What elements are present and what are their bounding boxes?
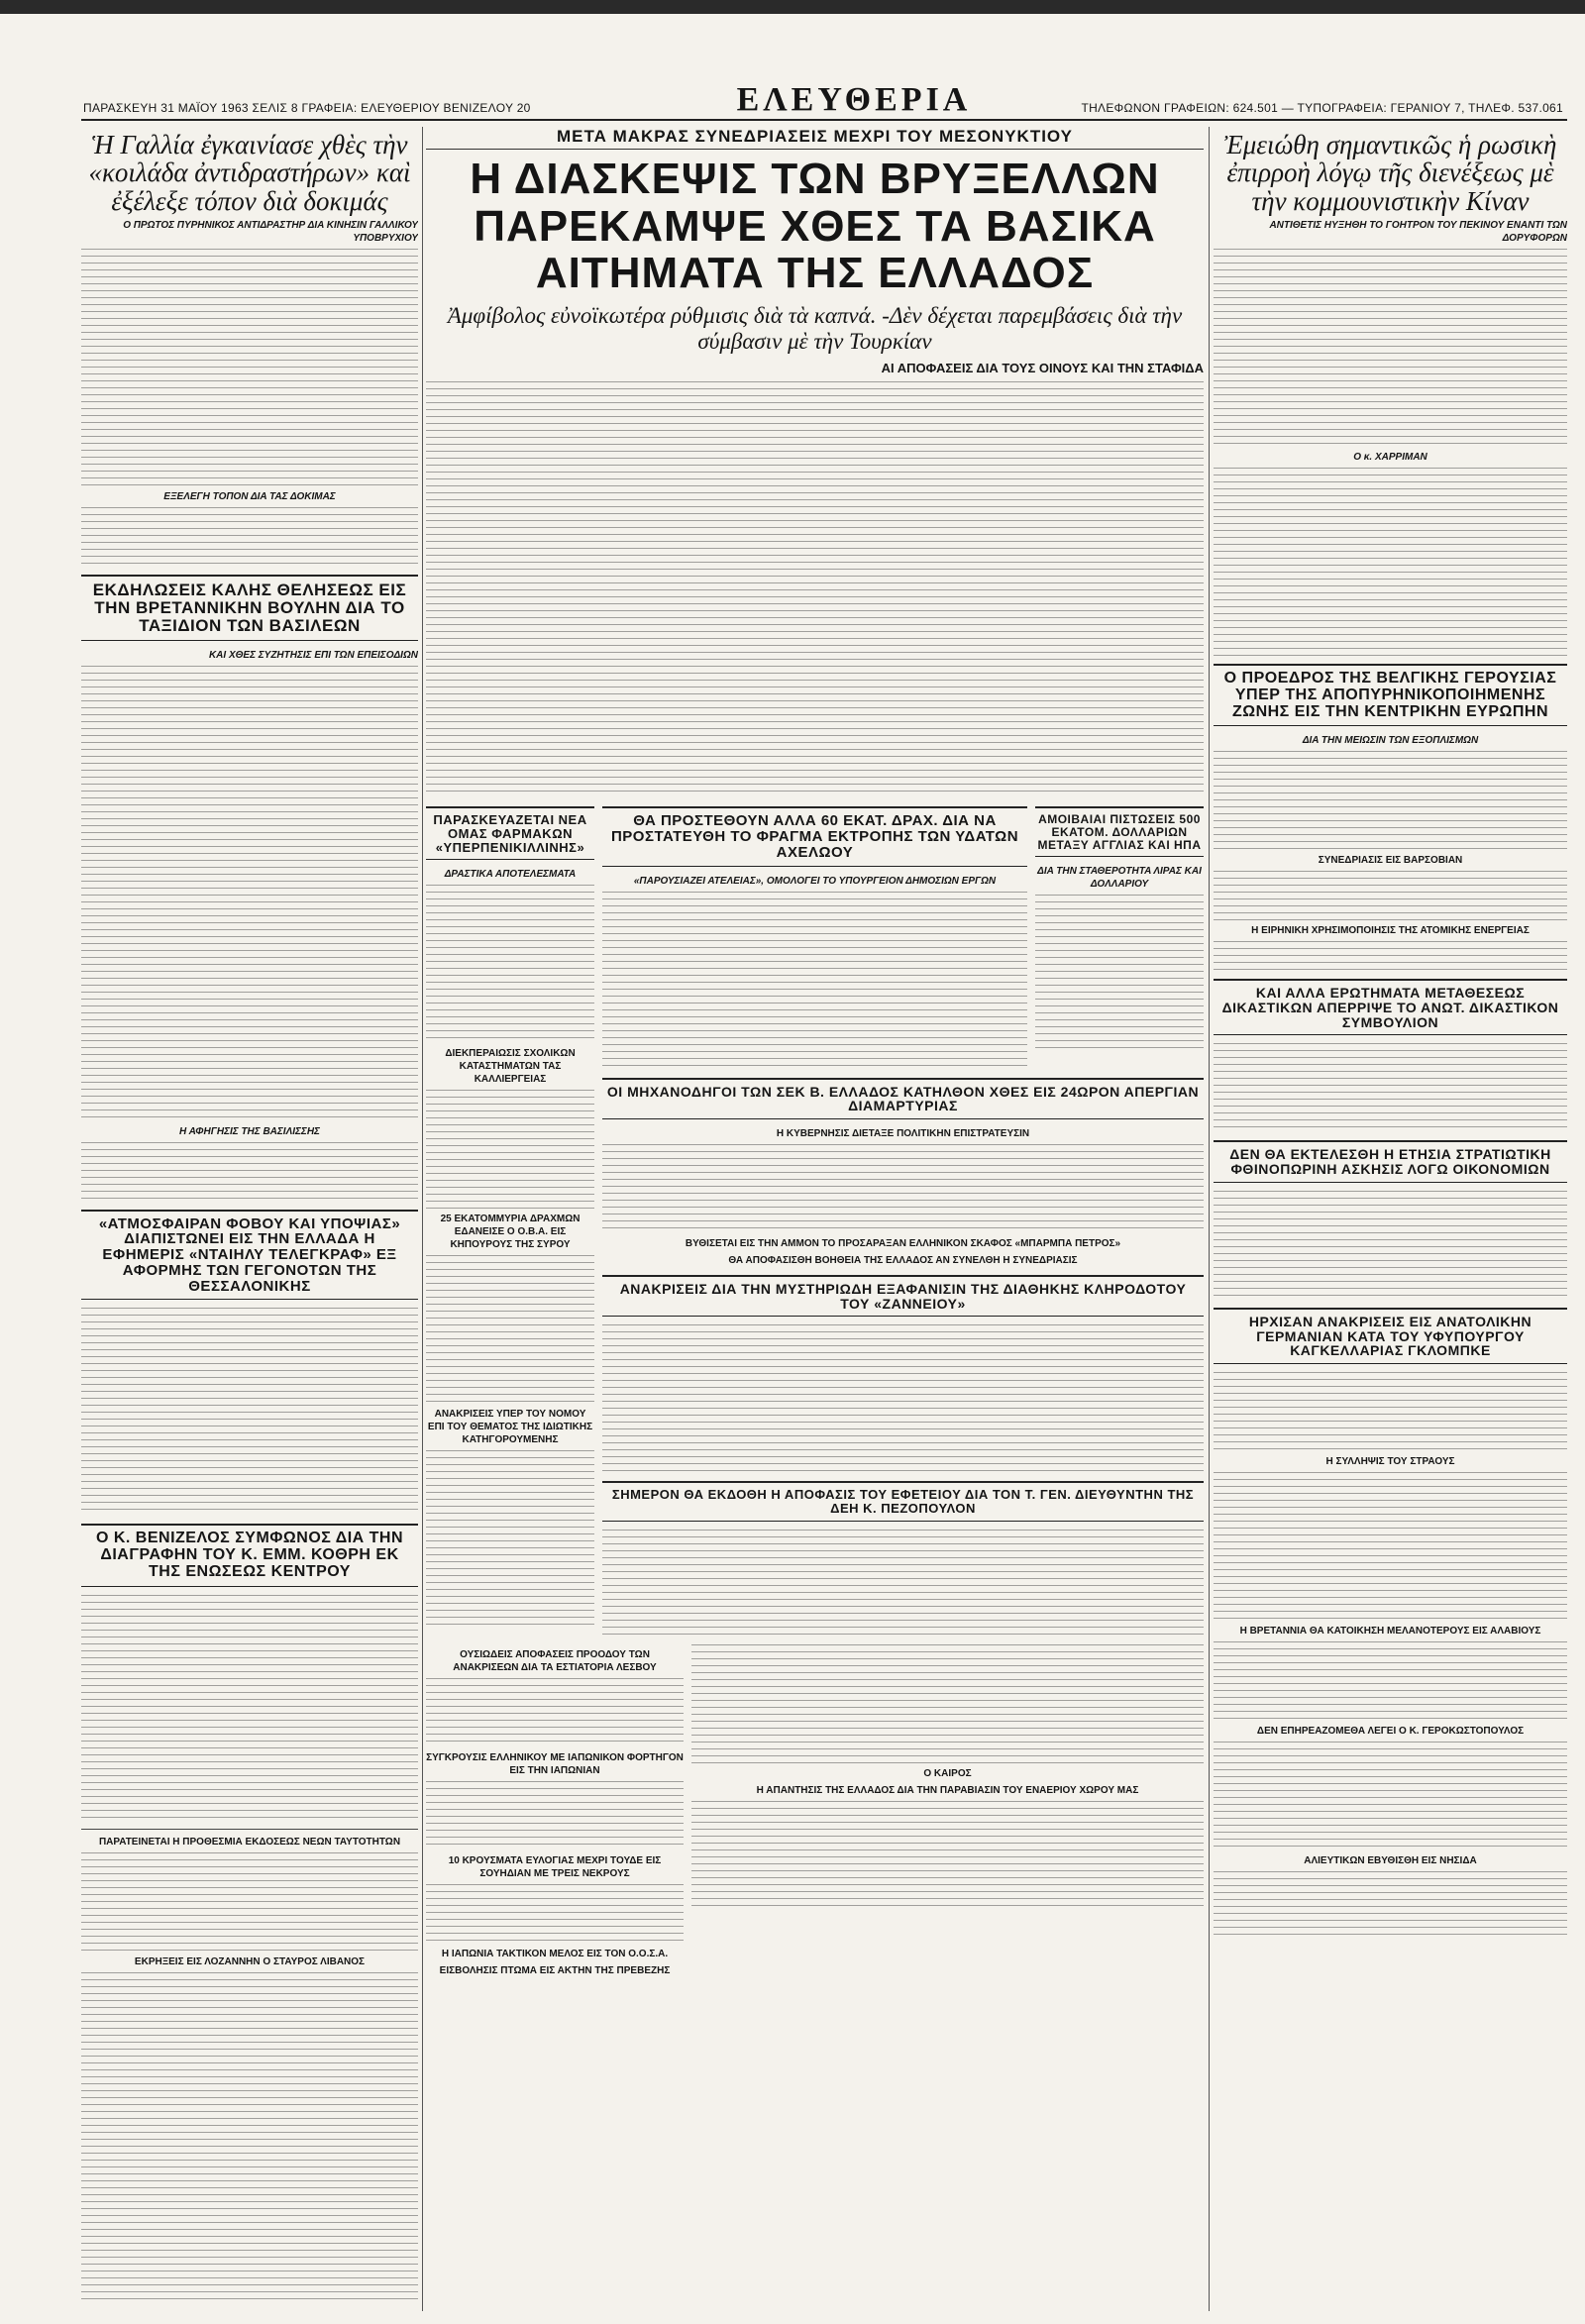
headline-deh-director: ΣΗΜΕΡΟΝ ΘΑ ΕΚΔΟΘΗ Η ΑΠΟΦΑΣΙΣ ΤΟΥ ΕΦΕΤΕΙΟΥ ΔΙΑ ΤΟΝ Τ. ΓΕΝ. ΔΙΕΥΘΥΝΤΗΝ ΤΗΣ ΔΕΗ Κ. ΠΕΖΟΠΟΥΛΟΝ: [611, 1487, 1195, 1516]
subhead-public-works: «ΠΑΡΟΥΣΙΑΖΕΙ ΑΤΕΛΕΙΑΣ», ΟΜΟΛΟΓΕΙ ΤΟ ΥΠΟΥΡΓΕΙΟΝ ΔΗΜΟΣΙΩΝ ΕΡΓΩΝ: [633, 875, 997, 887]
article-body: [1214, 1742, 1567, 1850]
headline-preveza-body: ΕΙΣΒΟΛΗΣΙΣ ΠΤΩΜΑ ΕΙΣ ΑΚΤΗΝ ΤΗΣ ΠΡΕΒΕΖΗΣ: [439, 1964, 671, 1976]
headline-airspace-reply: Η ΑΠΑΝΤΗΣΙΣ ΤΗΣ ΕΛΛΑΔΟΣ ΔΙΑ ΤΗΝ ΠΑΡΑΒΙΑΣΙΝ ΤΟΥ ΕΝΑΕΡΙΟΥ ΧΩΡΟΥ ΜΑΣ: [756, 1784, 1139, 1796]
article-body: [1214, 1871, 1567, 1941]
headline-train-drivers-strike: ΟΙ ΜΗΧΑΝΟΔΗΓΟΙ ΤΩΝ ΣΕΚ Β. ΕΛΛΑΔΟΣ ΚΑΤΗΛΘΟΝ ΧΘΕΣ ΕΙΣ 24ΩΡΟΝ ΑΠΕΡΓΙΑΝ ΔΙΑΜΑΡΤΥΡΙΑΣ: [606, 1083, 1200, 1114]
headline-judicial-transfers: ΚΑΙ ΑΛΛΑ ΕΡΩΤΗΜΑΤΑ ΜΕΤΑΘΕΣΕΩΣ ΔΙΚΑΣΤΙΚΩΝ ΑΠΕΡΡΙΨΕ ΤΟ ΑΝΩΤ. ΔΙΚΑΣΤΙΚΟΝ ΣΥΜΒΟΥΛΙΟΝ: [1221, 985, 1559, 1030]
article-body: [426, 1781, 684, 1850]
article-body: [426, 1450, 594, 1629]
article-body: [1214, 1472, 1567, 1621]
headline-smallpox-sweden: 10 ΚΡΟΥΣΜΑΤΑ ΕΥΛΟΓΙΑΣ ΜΕΧΡΙ ΤΟΥΔΕ ΕΙΣ ΣΟΥΗΔΙΑΝ ΜΕ ΤΡΕΙΣ ΝΕΚΡΟΥΣ: [448, 1854, 662, 1879]
subhead-pound-dollar: ΔΙΑ ΤΗΝ ΣΤΑΘΕΡΟΤΗΤΑ ΛΙΡΑΣ ΚΑΙ ΔΟΛΛΑΡΙΟΥ: [1037, 866, 1202, 891]
subhead-civil-mobilisation: Η ΚΥΒΕΡΝΗΣΙΣ ΔΙΕΤΑΞΕ ΠΟΛΙΤΙΚΗΝ ΕΠΙΣΤΡΑΤΕΥΣΙΝ: [776, 1127, 1030, 1139]
article-body: [1214, 941, 1567, 971]
article-body: [1214, 1043, 1567, 1132]
headline-british-parliament: ΕΚΔΗΛΩΣΕΙΣ ΚΑΛΗΣ ΘΕΛΗΣΕΩΣ ΕΙΣ ΤΗΝ ΒΡΕΤΑΝΝΙΚΗΝ ΒΟΥΛΗΝ ΔΙΑ ΤΟ ΤΑΞΙΔΙΟΝ ΤΩΝ ΒΑΣΙΛΕΩΝ: [92, 581, 407, 635]
headline-law-inquiries: ΑΝΑΚΡΙΣΕΙΣ ΥΠΕΡ ΤΟΥ ΝΟΜΟΥ ΕΠΙ ΤΟΥ ΘΕΜΑΤΟΣ ΤΗΣ ΙΔΙΩΤΙΚΗΣ ΚΑΤΗΓΟΡΟΥΜΕΝΗΣ: [427, 1409, 593, 1446]
article-body: [81, 249, 418, 486]
headline-acheloos-dam: ΘΑ ΠΡΟΣΤΕΘΟΥΝ ΑΛΛΑ 60 ΕΚΑΤ. ΔΡΑΧ. ΔΙΑ ΝΑ ΠΡΟΣΤΑΤΕΥΘΗ ΤΟ ΦΡΑΓΜΑ ΕΚΤΡΟΠΗΣ ΤΩΝ ΥΔΑΤΩΝ ΑΧΕΛΩΟΥ: [610, 812, 1019, 861]
right-column: [1214, 127, 1567, 2311]
article-body: [691, 1644, 1204, 1763]
headline-penicillin: ΠΑΡΑΣΚΕΥΑΖΕΤΑΙ ΝΕΑ ΟΜΑΣ ΦΑΡΜΑΚΩΝ «ΥΠΕΡΠΕΝΙΚΙΛΛΙΝΗΣ»: [433, 812, 587, 855]
masthead-phone-line: ΤΗΛΕΦΩΝΟΝ ΓΡΑΦΕΙΩΝ: 624.501 — ΤΥΠΟΓΡΑΦΕΙΑ: ΓΕΡΑΝΙΟΥ 7, ΤΗΛΕΦ. 537.061: [1081, 101, 1563, 115]
article-body: [81, 1852, 418, 1952]
headline-ship-collision: ΣΥΓΚΡΟΥΣΙΣ ΕΛΛΗΝΙΚΟΥ ΜΕ ΙΑΠΩΝΙΚΟΝ ΦΟΡΤΗΓΟΝ ΕΙΣ ΤΗΝ ΙΑΠΩΝΙΑΝ: [426, 1751, 684, 1776]
headline-credits-500m: ΑΜΟΙΒΑΙΑΙ ΠΙΣΤΩΣΕΙΣ 500 ΕΚΑΤΟΜ. ΔΟΛΛΑΡΙΩΝ ΜΕΤΑΞΥ ΑΓΓΛΙΑΣ ΚΑΙ ΗΠΑ: [1037, 812, 1202, 852]
subhead-test-site: ΕΞΕΛΕΓΗ ΤΟΠΟΝ ΔΙΑ ΤΑΣ ΔΟΚΙΜΑΣ: [163, 491, 336, 503]
headline-lesvos-restaurants: ΟΥΣΙΩΔΕΙΣ ΑΠΟΦΑΣΕΙΣ ΠΡΟΟΔΟΥ ΤΩΝ ΑΝΑΚΡΙΣΕΩΝ ΔΙΑ ΤΑ ΕΣΤΙΑΤΟΡΙΑ ΛΕΣΒΟΥ: [453, 1648, 657, 1673]
headline-greece-aid: ΘΑ ΑΠΟΦΑΣΙΣΘΗ ΒΟΗΘΕΙΑ ΤΗΣ ΕΛΛΑΔΟΣ ΑΝ ΣΥΝΕΛΘΗ Η ΣΥΝΕΔΡΙΑΣΙΣ: [728, 1254, 1078, 1266]
subhead-harriman: Ο κ. ΧΑΡΡΙΜΑΝ: [1353, 452, 1427, 464]
article-body: [1214, 468, 1567, 656]
headline-daily-telegraph: «ΑΤΜΟΣΦΑΙΡΑΝ ΦΟΒΟΥ ΚΑΙ ΥΠΟΨΙΑΣ» ΔΙΑΠΙΣΤΩΝΕΙ ΕΙΣ ΤΗΝ ΕΛΛΑΔΑ Η ΕΦΗΜΕΡΙΣ «ΝΤΑΙΗΛΥ ΤΕΛΕΓΚΡΑΦ» ΕΞ ΑΦΟΡΜΗΣ ΤΩΝ ΓΕΓΟΝΟΤΩΝ ΤΗΣ ΘΕΣΣΑΛΟΝΙΚΗΣ: [98, 1215, 401, 1295]
headline-syros-loans: 25 ΕΚΑΤΟΜΜΥΡΙΑ ΔΡΑΧΜΩΝ ΕΔΑΝΕΙΣΕ Ο Ο.Β.Α. ΕΙΣ ΚΗΠΟΥΡΟΥΣ ΤΗΣ ΣΥΡΟΥ: [440, 1214, 581, 1251]
article-body: [81, 1595, 418, 1823]
headline-belgian-senate: Ο ΠΡΟΕΔΡΟΣ ΤΗΣ ΒΕΛΓΙΚΗΣ ΓΕΡΟΥΣΙΑΣ ΥΠΕΡ ΤΗΣ ΑΠΟΠΥΡΗΝΙΚΟΠΟΙΗΜΕΝΗΣ ΖΩΝΗΣ ΕΙΣ ΤΗΝ ΚΕΝΤΡΙΚΗΝ ΕΥΡΩΠΗΝ: [1223, 670, 1557, 720]
center-column: [426, 127, 1204, 2311]
main-deck-tobacco: Ἀμφίβολος εὐνοϊκωτέρα ρύθμισις διὰ τὰ καπνά. -Δὲν δέχεται παρεμβάσεις διὰ τὴν σύμβασιν μὲ τὴν Τουρκίαν: [447, 302, 1183, 354]
headline-france-reactors: Ἡ Γαλλία ἐγκαινίασε χθὲς τὴν «κοιλάδα ἀντιδραστήρων» καὶ ἐξέλεξε τόπον διὰ δοκιμάς: [88, 130, 411, 216]
subhead-peking-prestige: ΑΝΤΙΘΕΤΙΣ ΗΥΞΗΘΗ ΤΟ ΓΟΗΤΡΟΝ ΤΟΥ ΠΕΚΙΝΟΥ ΕΝΑΝΤΙ ΤΩΝ ΔΟΡΥΦΟΡΩΝ: [1269, 220, 1567, 245]
masthead-date-line: ΠΑΡΑΣΚΕΥΗ 31 ΜΑΪΟΥ 1963 ΣΕΛΙΣ 8 ΓΡΑΦΕΙΑ: ΕΛΕΥΘΕΡΙΟΥ ΒΕΝΙΖΕΛΟΥ 20: [83, 101, 531, 115]
subhead-wine-raisins: ΑΙ ΑΠΟΦΑΣΕΙΣ ΔΙΑ ΤΟΥΣ ΟΙΝΟΥΣ ΚΑΙ ΤΗΝ ΣΤΑΦΙΔΑ: [881, 361, 1204, 376]
masthead: [81, 83, 1567, 121]
article-body: [426, 381, 1204, 792]
subhead-warsaw-meeting: ΣΥΝΕΔΡΙΑΣΙΣ ΕΙΣ ΒΑΡΣΟΒΙΑΝ: [1318, 855, 1463, 867]
headline-zanneion-will: ΑΝΑΚΡΙΣΕΙΣ ΔΙΑ ΤΗΝ ΜΥΣΤΗΡΙΩΔΗ ΕΞΑΦΑΝΙΣΙΝ ΤΗΣ ΔΙΑΘΗΚΗΣ ΚΛΗΡΟΔΟΤΟΥ ΤΟΥ «ΖΑΝΝΕΙΟΥ»: [619, 1280, 1187, 1312]
article-body: [1214, 1191, 1567, 1300]
article-body: [81, 1972, 418, 2299]
headline-weather: Ο ΚΑΙΡΟΣ: [923, 1767, 972, 1779]
article-body: [1214, 871, 1567, 920]
headline-venizelos-kothris: Ο Κ. ΒΕΝΙΖΕΛΟΣ ΣΥΜΦΩΝΟΣ ΔΙΑ ΤΗΝ ΔΙΑΓΡΑΦΗΝ ΤΟΥ Κ. ΕΜΜ. ΚΟΘΡΗ ΕΚ ΤΗΣ ΕΝΩΣΕΩΣ ΚΕΝΤΡΟΥ: [95, 1530, 404, 1580]
headline-gerokostopoulos: ΔΕΝ ΕΠΗΡΕΑΖΟΜΕΘΑ ΛΕΓΕΙ Ο Κ. ΓΕΡΟΚΩΣΤΟΠΟΥΛΟΣ: [1256, 1725, 1525, 1737]
headline-ship-sinking: ΒΥΘΙΣΕΤΑΙ ΕΙΣ ΤΗΝ ΑΜΜΟΝ ΤΟ ΠΡΟΣΑΡΑΞΑΝ ΕΛΛΗΝΙΚΟΝ ΣΚΑΦΟΣ «ΜΠΑΡΜΠΑ ΠΕΤΡΟΣ»: [685, 1237, 1121, 1249]
subhead-submarine-reactor: Ο ΠΡΩΤΟΣ ΠΥΡΗΝΙΚΟΣ ΑΝΤΙΔΡΑΣΤΗΡ ΔΙΑ ΚΙΝΗΣΙΝ ΓΑΛΛΙΚΟΥ ΥΠΟΒΡΥΧΙΟΥ: [123, 220, 418, 245]
subhead-drastic-results: ΔΡΑΣΤΙΚΑ ΑΠΟΤΕΛΕΣΜΑΤΑ: [444, 869, 577, 881]
article-body: [1214, 1641, 1567, 1721]
subhead-incidents-discussion: ΚΑΙ ΧΘΕΣ ΣΥΖΗΤΗΣΙΣ ΕΠΙ ΤΩΝ ΕΠΕΙΣΟΔΙΩΝ: [208, 649, 418, 661]
left-column: [81, 127, 418, 2311]
subhead-queen-account: Η ΑΦΗΓΗΣΙΣ ΤΗΣ ΒΑΣΙΛΙΣΣΗΣ: [179, 1125, 320, 1137]
column-rule: [422, 127, 423, 2311]
headline-military-exercise: ΔΕΝ ΘΑ ΕΚΤΕΛΕΣΘΗ Η ΕΤΗΣΙΑ ΣΤΡΑΤΙΩΤΙΚΗ ΦΘΙΝΟΠΩΡΙΝΗ ΑΣΚΗΣΙΣ ΛΟΓΩ ΟΙΚΟΝΟΜΙΩΝ: [1229, 1146, 1551, 1178]
article-body: [602, 892, 1027, 1070]
article-body: [602, 1530, 1204, 1638]
headline-russian-influence: Ἐμειώθη σημαντικῶς ἡ ρωσικὴ ἐπιρροὴ λόγῳ τῆς διενέξεως μὲ τὴν κομμουνιστικὴν Κίναν: [1223, 130, 1557, 216]
article-body: [691, 1801, 1204, 1910]
headline-fishing-boat: ΑΛΙΕΥΤΙΚΩΝ ΕΒΥΘΙΣΘΗ ΕΙΣ ΝΗΣΙΔΑ: [1304, 1854, 1477, 1866]
article-body: [426, 1884, 684, 1944]
article-body: [81, 507, 418, 567]
article-body: [602, 1144, 1204, 1233]
article-body: [602, 1324, 1204, 1473]
article-body: [81, 1142, 418, 1202]
newspaper-title: ΕΛΕΥΘΕΡΙΑ: [736, 81, 972, 118]
subhead-atomic-energy: Η ΕΙΡΗΝΙΚΗ ΧΡΗΣΙΜΟΠΟΙΗΣΙΣ ΤΗΣ ΑΤΟΜΙΚΗΣ ΕΝΕΡΓΕΙΑΣ: [1251, 925, 1530, 937]
column-rule: [1209, 127, 1210, 2311]
article-body: [426, 1255, 594, 1404]
article-body: [426, 885, 594, 1043]
page-top-scan-edge: [0, 0, 1585, 14]
headline-globke-inquiry: ΗΡΧΙΣΑΝ ΑΝΑΚΡΙΣΕΙΣ ΕΙΣ ΑΝΑΤΟΛΙΚΗΝ ΓΕΡΜΑΝΙΑΝ ΚΑΤΑ ΤΟΥ ΥΦΥΠΟΥΡΓΟΥ ΚΑΓΚΕΛΛΑΡΙΑΣ ΓΚΛΟΜΠΚΕ: [1248, 1313, 1532, 1359]
headline-id-cards: ΠΑΡΑΤΕΙΝΕΤΑΙ Η ΠΡΟΘΕΣΜΙΑ ΕΚΔΟΣΕΩΣ ΝΕΩΝ ΤΑΥΤΟΤΗΤΩΝ: [98, 1836, 401, 1848]
article-body: [1035, 895, 1204, 1053]
article-body: [81, 666, 418, 1121]
headline-school-buildings: ΔΙΕΚΠΕΡΑΙΩΣΙΣ ΣΧΟΛΙΚΩΝ ΚΑΤΑΣΤΗΜΑΤΩΝ ΤΑΣ ΚΑΛΛΙΕΡΓΕΙΑΣ: [445, 1048, 576, 1086]
headline-japan-oecd: Η ΙΑΠΩΝΙΑ ΤΑΚΤΙΚΟΝ ΜΕΛΟΣ ΕΙΣ ΤΟΝ Ο.Ο.Σ.Α.: [441, 1948, 669, 1959]
subhead-strauss-arrest: Η ΣΥΛΛΗΨΙΣ ΤΟΥ ΣΤΡΑΟΥΣ: [1325, 1455, 1455, 1467]
article-body: [426, 1678, 684, 1747]
main-headline-brussels: Η ΔΙΑΣΚΕΨΙΣ ΤΩΝ ΒΡΥΞΕΛΛΩΝ ΠΑΡΕΚΑΜΨΕ ΧΘΕΣ ΤΑ ΒΑΣΙΚΑ ΑΙΤΗΜΑΤΑ ΤΗΣ ΕΛΛΑΔΟΣ: [470, 155, 1160, 298]
kicker-long-sessions: ΜΕΤΑ ΜΑΚΡΑΣ ΣΥΝΕΔΡΙΑΣΕΙΣ ΜΕΧΡΙ ΤΟΥ ΜΕΣΟΝΥΚΤΙΟΥ: [426, 127, 1204, 150]
article-body: [426, 1090, 594, 1209]
headline-lausanne-explosions: ΕΚΡΗΞΕΙΣ ΕΙΣ ΛΟΖΑΝΝΗΝ Ο ΣΤΑΥΡΟΣ ΛΙΒΑΝΟΣ: [134, 1955, 366, 1967]
article-body: [81, 1308, 418, 1516]
article-body: [1214, 249, 1567, 447]
article-body: [1214, 1372, 1567, 1451]
article-body: [1214, 751, 1567, 850]
subhead-arms-reduction: ΔΙΑ ΤΗΝ ΜΕΙΩΣΙΝ ΤΩΝ ΕΞΟΠΛΙΣΜΩΝ: [1302, 735, 1479, 747]
headline-uk-settlement: Η ΒΡΕΤΑΝΝΙΑ ΘΑ ΚΑΤΟΙΚΗΣΗ ΜΕΛΑΝΟΤΕΡΟΥΣ ΕΙΣ ΑΛΑΒΙΟΥΣ: [1239, 1625, 1541, 1637]
